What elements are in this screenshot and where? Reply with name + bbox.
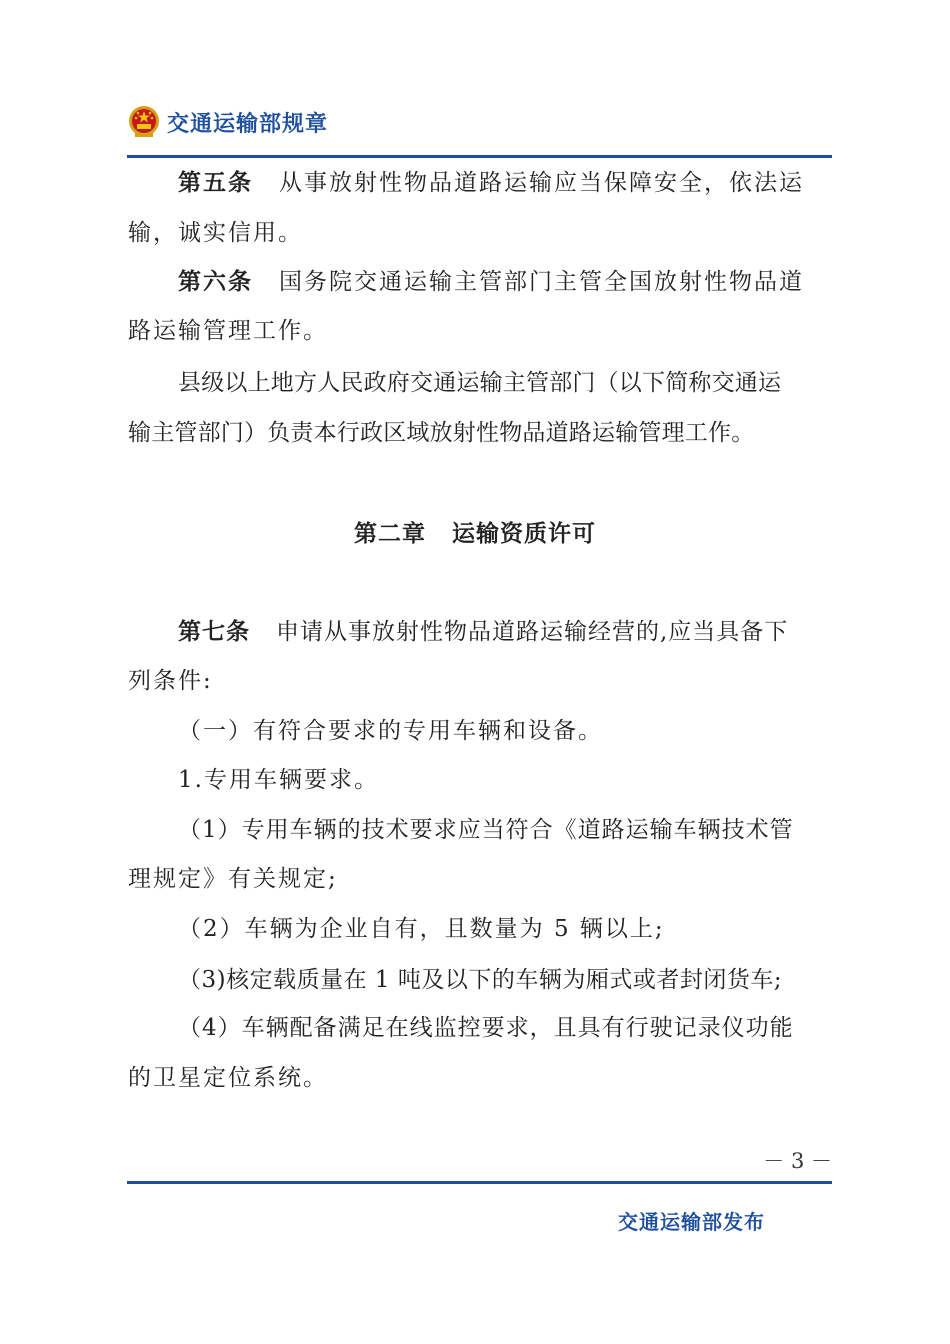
article-6-paragraph-2-line-2: 输主管部门）负责本行政区域放射性物品道路运输管理工作。	[128, 420, 755, 446]
article-7-clause-3: （3)核定载质量在 1 吨及以下的车辆为厢式或者封闭货车;	[178, 967, 783, 993]
article-5-line-2: 输，诚实信用。	[128, 220, 303, 246]
footer-divider	[127, 1181, 832, 1184]
article-6-line-1: 第六条 国务院交通运输主管部门主管全国放射性物品道	[178, 269, 804, 295]
national-emblem-icon	[127, 104, 161, 140]
page-header	[127, 98, 328, 146]
article-6-paragraph-2-line-1: 县级以上地方人民政府交通运输主管部门（以下简称交通运	[178, 370, 782, 396]
article-7-label: 第七条	[178, 619, 250, 645]
article-6-line-2: 路运输管理工作。	[128, 318, 328, 344]
header-title: 交通运输部规章	[167, 111, 329, 137]
article-7-clause-1-line-2: 理规定》有关规定;	[128, 866, 338, 892]
chapter-heading	[0, 515, 950, 548]
article-7-clause-2: （2）车辆为企业自有，且数量为 5 辆以上;	[178, 916, 665, 942]
article-5-line-1: 第五条 从事放射性物品道路运输应当保障安全，依法运	[178, 170, 804, 196]
article-7-line-2: 列条件:	[128, 668, 213, 694]
article-7-clause-1-line-1: （1）专用车辆的技术要求应当符合《道路运输车辆技术管	[178, 817, 794, 843]
article-5-label: 第五条	[178, 170, 253, 196]
chapter-number: 第二章	[354, 521, 426, 547]
footer-publisher: 交通运输部发布	[618, 1210, 765, 1234]
article-7-line-1: 第七条 申请从事放射性物品道路运输经营的,应当具备下	[178, 619, 789, 645]
chapter-title: 运输资质许可	[452, 521, 596, 547]
page-number: － 3 －	[763, 1149, 832, 1173]
article-7-item-1: （一）有符合要求的专用车辆和设备。	[178, 718, 603, 744]
article-6-label: 第六条	[178, 269, 253, 295]
article-7-clause-4-line-2: 的卫星定位系统。	[128, 1065, 328, 1091]
article-7-sub-1: 1.专用车辆要求。	[178, 767, 379, 793]
header-divider	[127, 155, 832, 158]
article-7-clause-4-line-1: （4）车辆配备满足在线监控要求，且具有行驶记录仪功能	[178, 1015, 794, 1041]
